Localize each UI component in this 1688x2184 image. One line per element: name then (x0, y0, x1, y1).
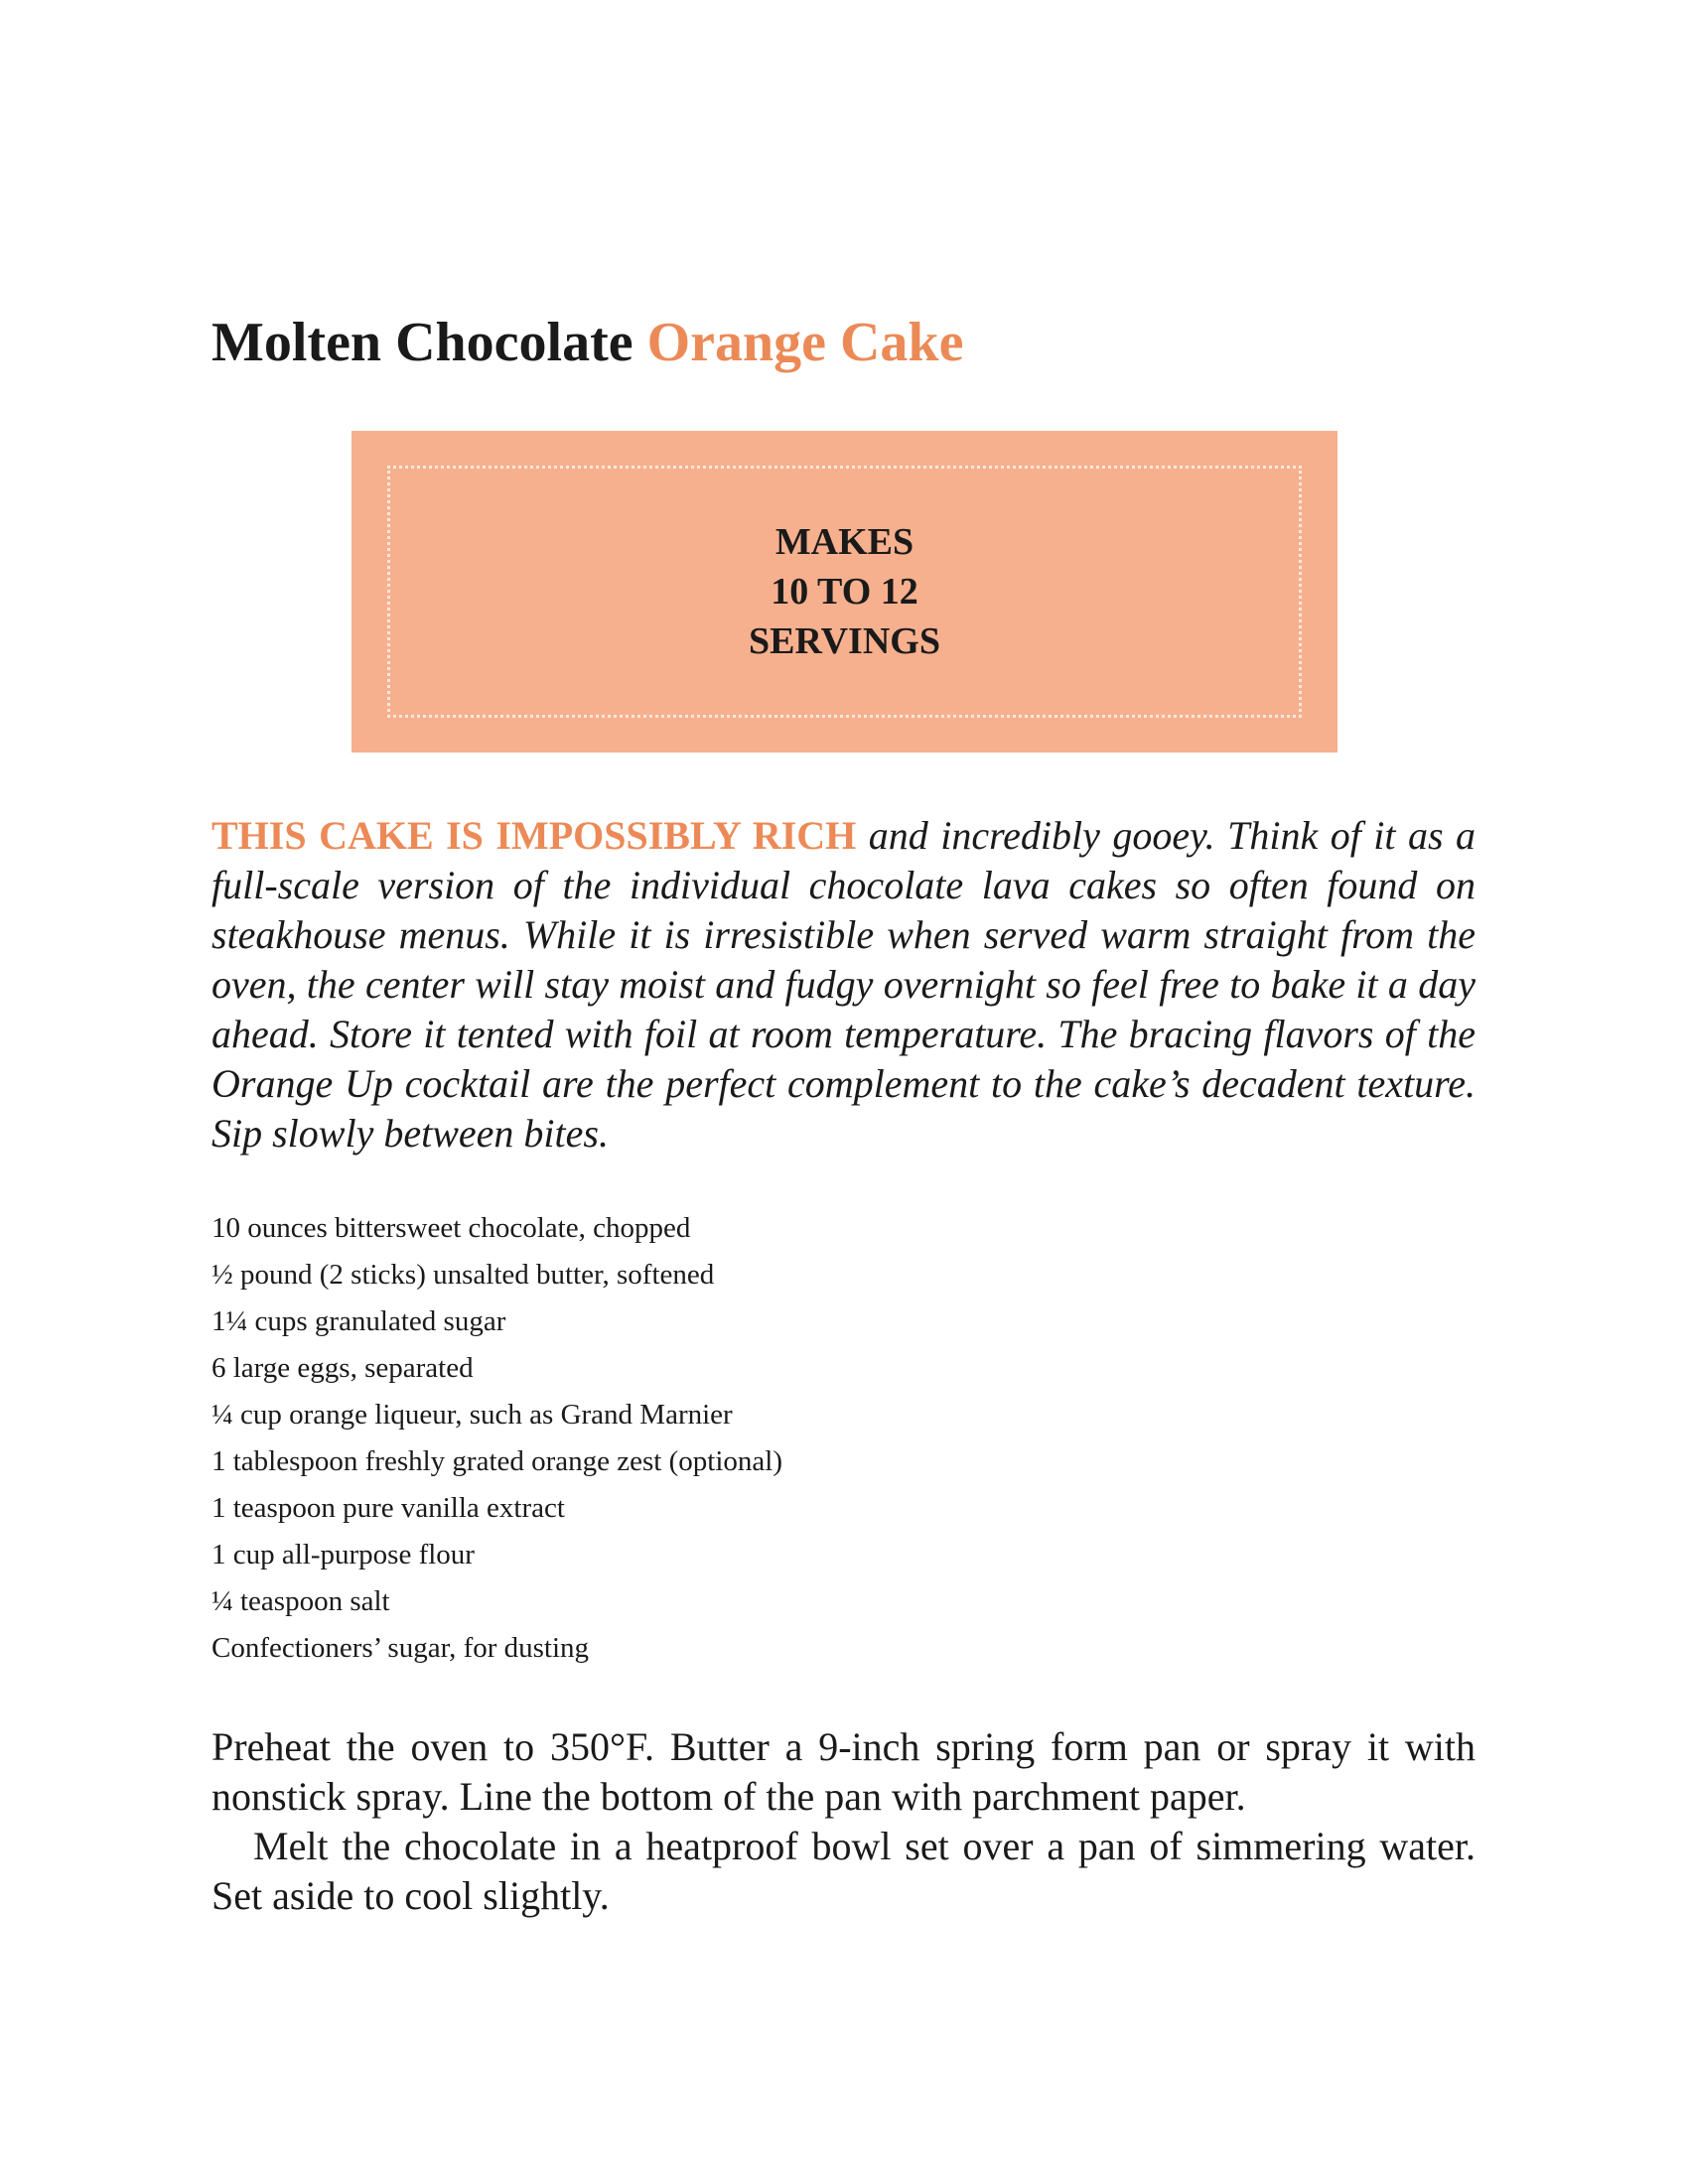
method-steps (211, 1722, 1476, 1921)
ingredient-item: 6 large eggs, separated (211, 1352, 474, 1384)
intro-lead: THIS CAKE IS IMPOSSIBLY RICH (211, 813, 857, 858)
method-step: Preheat the oven to 350°F. Butter a 9-inch spring form pan or spray it with nonstick spray. Line the bottom of the pan with parchment paper. (211, 1724, 1476, 1819)
servings-dotted-frame (387, 466, 1302, 718)
ingredient-item: 1 cup all-purpose flour (211, 1539, 475, 1570)
ingredient-item: ½ pound (2 sticks) unsalted butter, softened (211, 1259, 715, 1291)
method-step: Melt the chocolate in a heatproof bowl set over a pan of simmering water. Set aside to cool slightly. (211, 1824, 1476, 1918)
servings-line-1: MAKES (774, 521, 914, 563)
ingredient-item: 1 tablespoon freshly grated orange zest (optional) (211, 1445, 782, 1477)
ingredient-item: 1¼ cups granulated sugar (211, 1305, 506, 1337)
ingredient-item: Confectioners’ sugar, for dusting (211, 1632, 590, 1664)
servings-line-2: 10 TO 12 (771, 571, 918, 613)
ingredient-item: ¼ cup orange liqueur, such as Grand Marnier (211, 1399, 733, 1431)
ingredient-item: 10 ounces bittersweet chocolate, chopped (211, 1212, 691, 1244)
servings-text (749, 517, 940, 666)
ingredient-item: 1 teaspoon pure vanilla extract (211, 1492, 565, 1524)
intro-paragraph (211, 811, 1476, 1159)
ingredient-list (211, 1205, 782, 1672)
recipe-title (211, 313, 963, 374)
title-accent: Orange Cake (646, 312, 964, 373)
servings-line-3: SERVINGS (749, 620, 940, 662)
title-main: Molten Chocolate (211, 312, 633, 373)
ingredient-item: ¼ teaspoon salt (211, 1585, 390, 1617)
servings-box (352, 431, 1337, 752)
intro-body: and incredibly gooey. Think of it as a full-scale version of the individual chocolate lava cakes so often found on steakhouse menus. While it is irresistible when served warm straight from the oven, the center will stay moist and fudgy overnight so feel free to bake it a day ahead. Store it tented with foil at room temperature. The bracing flavors of the Orange Up cocktail are the perfect complement to the cake’s decadent texture. Sip slowly between bites. (211, 813, 1476, 1156)
